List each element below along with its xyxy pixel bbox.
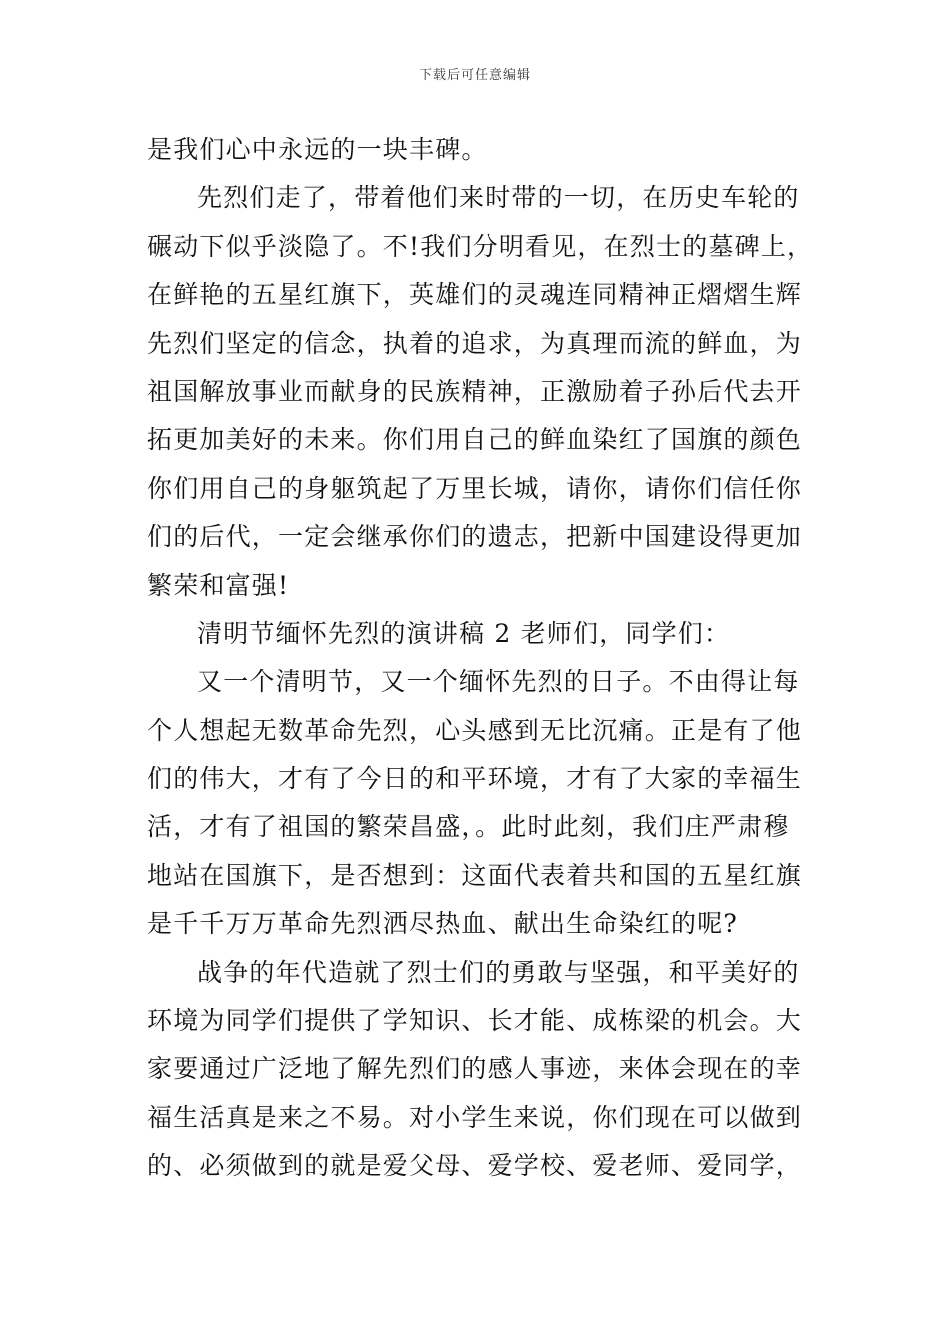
text-line: 福生活真是来之不易。对小学生来说，你们现在可以做到	[147, 1102, 803, 1132]
text-line: 家要通过广泛地了解先烈们的感人事迹，来体会现在的幸	[147, 1054, 803, 1084]
text-line: 先烈们坚定的信念，执着的追求，为真理而流的鲜血，为	[147, 328, 803, 358]
text-line: 个人想起无数革命先烈，心头感到无比沉痛。正是有了他	[147, 715, 803, 745]
text-line: 又一个清明节，又一个缅怀先烈的日子。不由得让每	[197, 667, 800, 697]
text-line: 地站在国旗下，是否想到：这面代表着共和国的五星红旗	[147, 860, 803, 890]
text-line: 先烈们走了，带着他们来时带的一切，在历史车轮的	[197, 183, 800, 213]
text-line: 们的伟大，才有了今日的和平环境，才有了大家的幸福生	[147, 764, 803, 794]
document-body	[147, 126, 817, 1191]
text-line: 清明节缅怀先烈的演讲稿 2 老师们，同学们：	[197, 618, 731, 648]
text-line: 环境为同学们提供了学知识、长才能、成栋梁的机会。大	[147, 1006, 803, 1036]
text-line: 拓更加美好的未来。你们用自己的鲜血染红了国旗的颜色	[147, 425, 803, 455]
text-line: 的、必须做到的就是爱父母、爱学校、爱老师、爱同学，	[147, 1151, 803, 1181]
text-line: 是千千万万革命先烈洒尽热血、献出生命染红的呢?	[147, 909, 739, 939]
text-line: 祖国解放事业而献身的民族精神，正激励着子孙后代去开	[147, 376, 803, 406]
text-line: 活，才有了祖国的繁荣昌盛，。此时此刻，我们庄严肃穆	[147, 812, 790, 842]
text-line: 在鲜艳的五星红旗下，英雄们的灵魂连同精神正熠熠生辉	[147, 280, 803, 310]
text-line: 战争的年代造就了烈士们的勇敢与坚强，和平美好的	[197, 957, 800, 987]
page-header: 下载后可任意编辑	[418, 68, 531, 83]
text-line: 们的后代，一定会继承你们的遗志，把新中国建设得更加	[147, 522, 803, 552]
text-line: 碾动下似乎淡隐了。不!我们分明看见，在烈士的墓碑上，	[147, 231, 814, 261]
text-line: 是我们心中永远的一块丰碑。	[147, 135, 488, 164]
text-line: 繁荣和富强!	[147, 570, 290, 600]
text-line: 你们用自己的身躯筑起了万里长城，请你，请你们信任你	[147, 473, 803, 503]
